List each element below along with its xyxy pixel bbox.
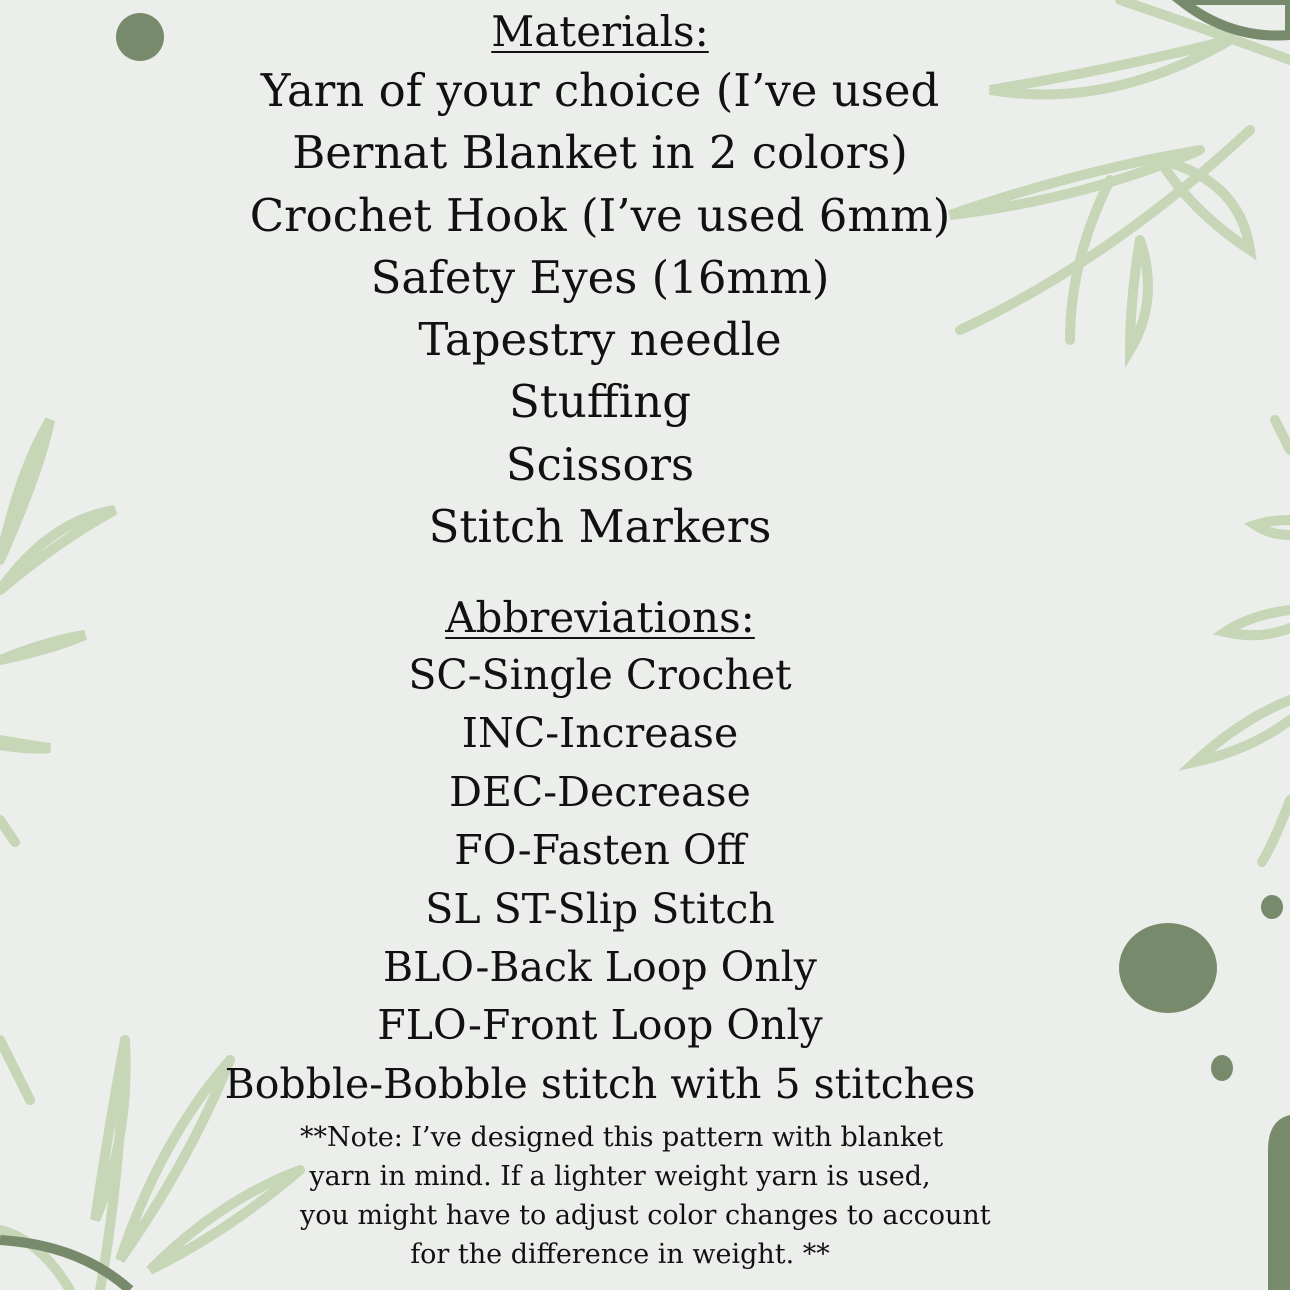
list-item: SC-Single Crochet — [408, 651, 792, 699]
list-item: BLO-Back Loop Only — [383, 943, 817, 992]
list-item: INC-Increase — [461, 709, 739, 758]
note-line: for the difference in weight. ** — [410, 1239, 830, 1270]
list-item: DEC-Decrease — [449, 767, 751, 816]
note-line: **Note: I’ve designed this pattern with blanket — [300, 1122, 944, 1153]
list-item: Scissors — [505, 437, 695, 491]
list-item: Safety Eyes (16mm) — [370, 250, 830, 304]
note-line: you might have to adjust color changes to account — [300, 1200, 991, 1231]
list-item: Stitch Markers — [428, 500, 772, 554]
list-item: FO-Fasten Off — [454, 826, 746, 875]
leaf-sprig-icon — [1195, 420, 1290, 862]
list-item: Bobble-Bobble stitch with 5 stitches — [224, 1059, 976, 1108]
materials-list — [0, 60, 1200, 558]
list-item: FLO-Front Loop Only — [377, 1001, 823, 1050]
list-item: SL ST-Slip Stitch — [425, 884, 775, 933]
list-item: Crochet Hook (I’ve used 6mm) — [249, 188, 951, 242]
materials-heading: Materials: — [491, 7, 709, 56]
note-line: yarn in mind. If a lighter weight yarn is used, — [309, 1161, 931, 1192]
list-item: Yarn of your choice (I’ve used — [260, 64, 940, 117]
abbreviations-heading: Abbreviations: — [445, 593, 755, 642]
abbreviations-list — [0, 646, 1200, 1113]
list-item: Bernat Blanket in 2 colors) — [292, 126, 908, 180]
list-item: Tapestry needle — [418, 313, 782, 367]
list-item: Stuffing — [508, 375, 692, 429]
yarn-note — [300, 1118, 991, 1274]
